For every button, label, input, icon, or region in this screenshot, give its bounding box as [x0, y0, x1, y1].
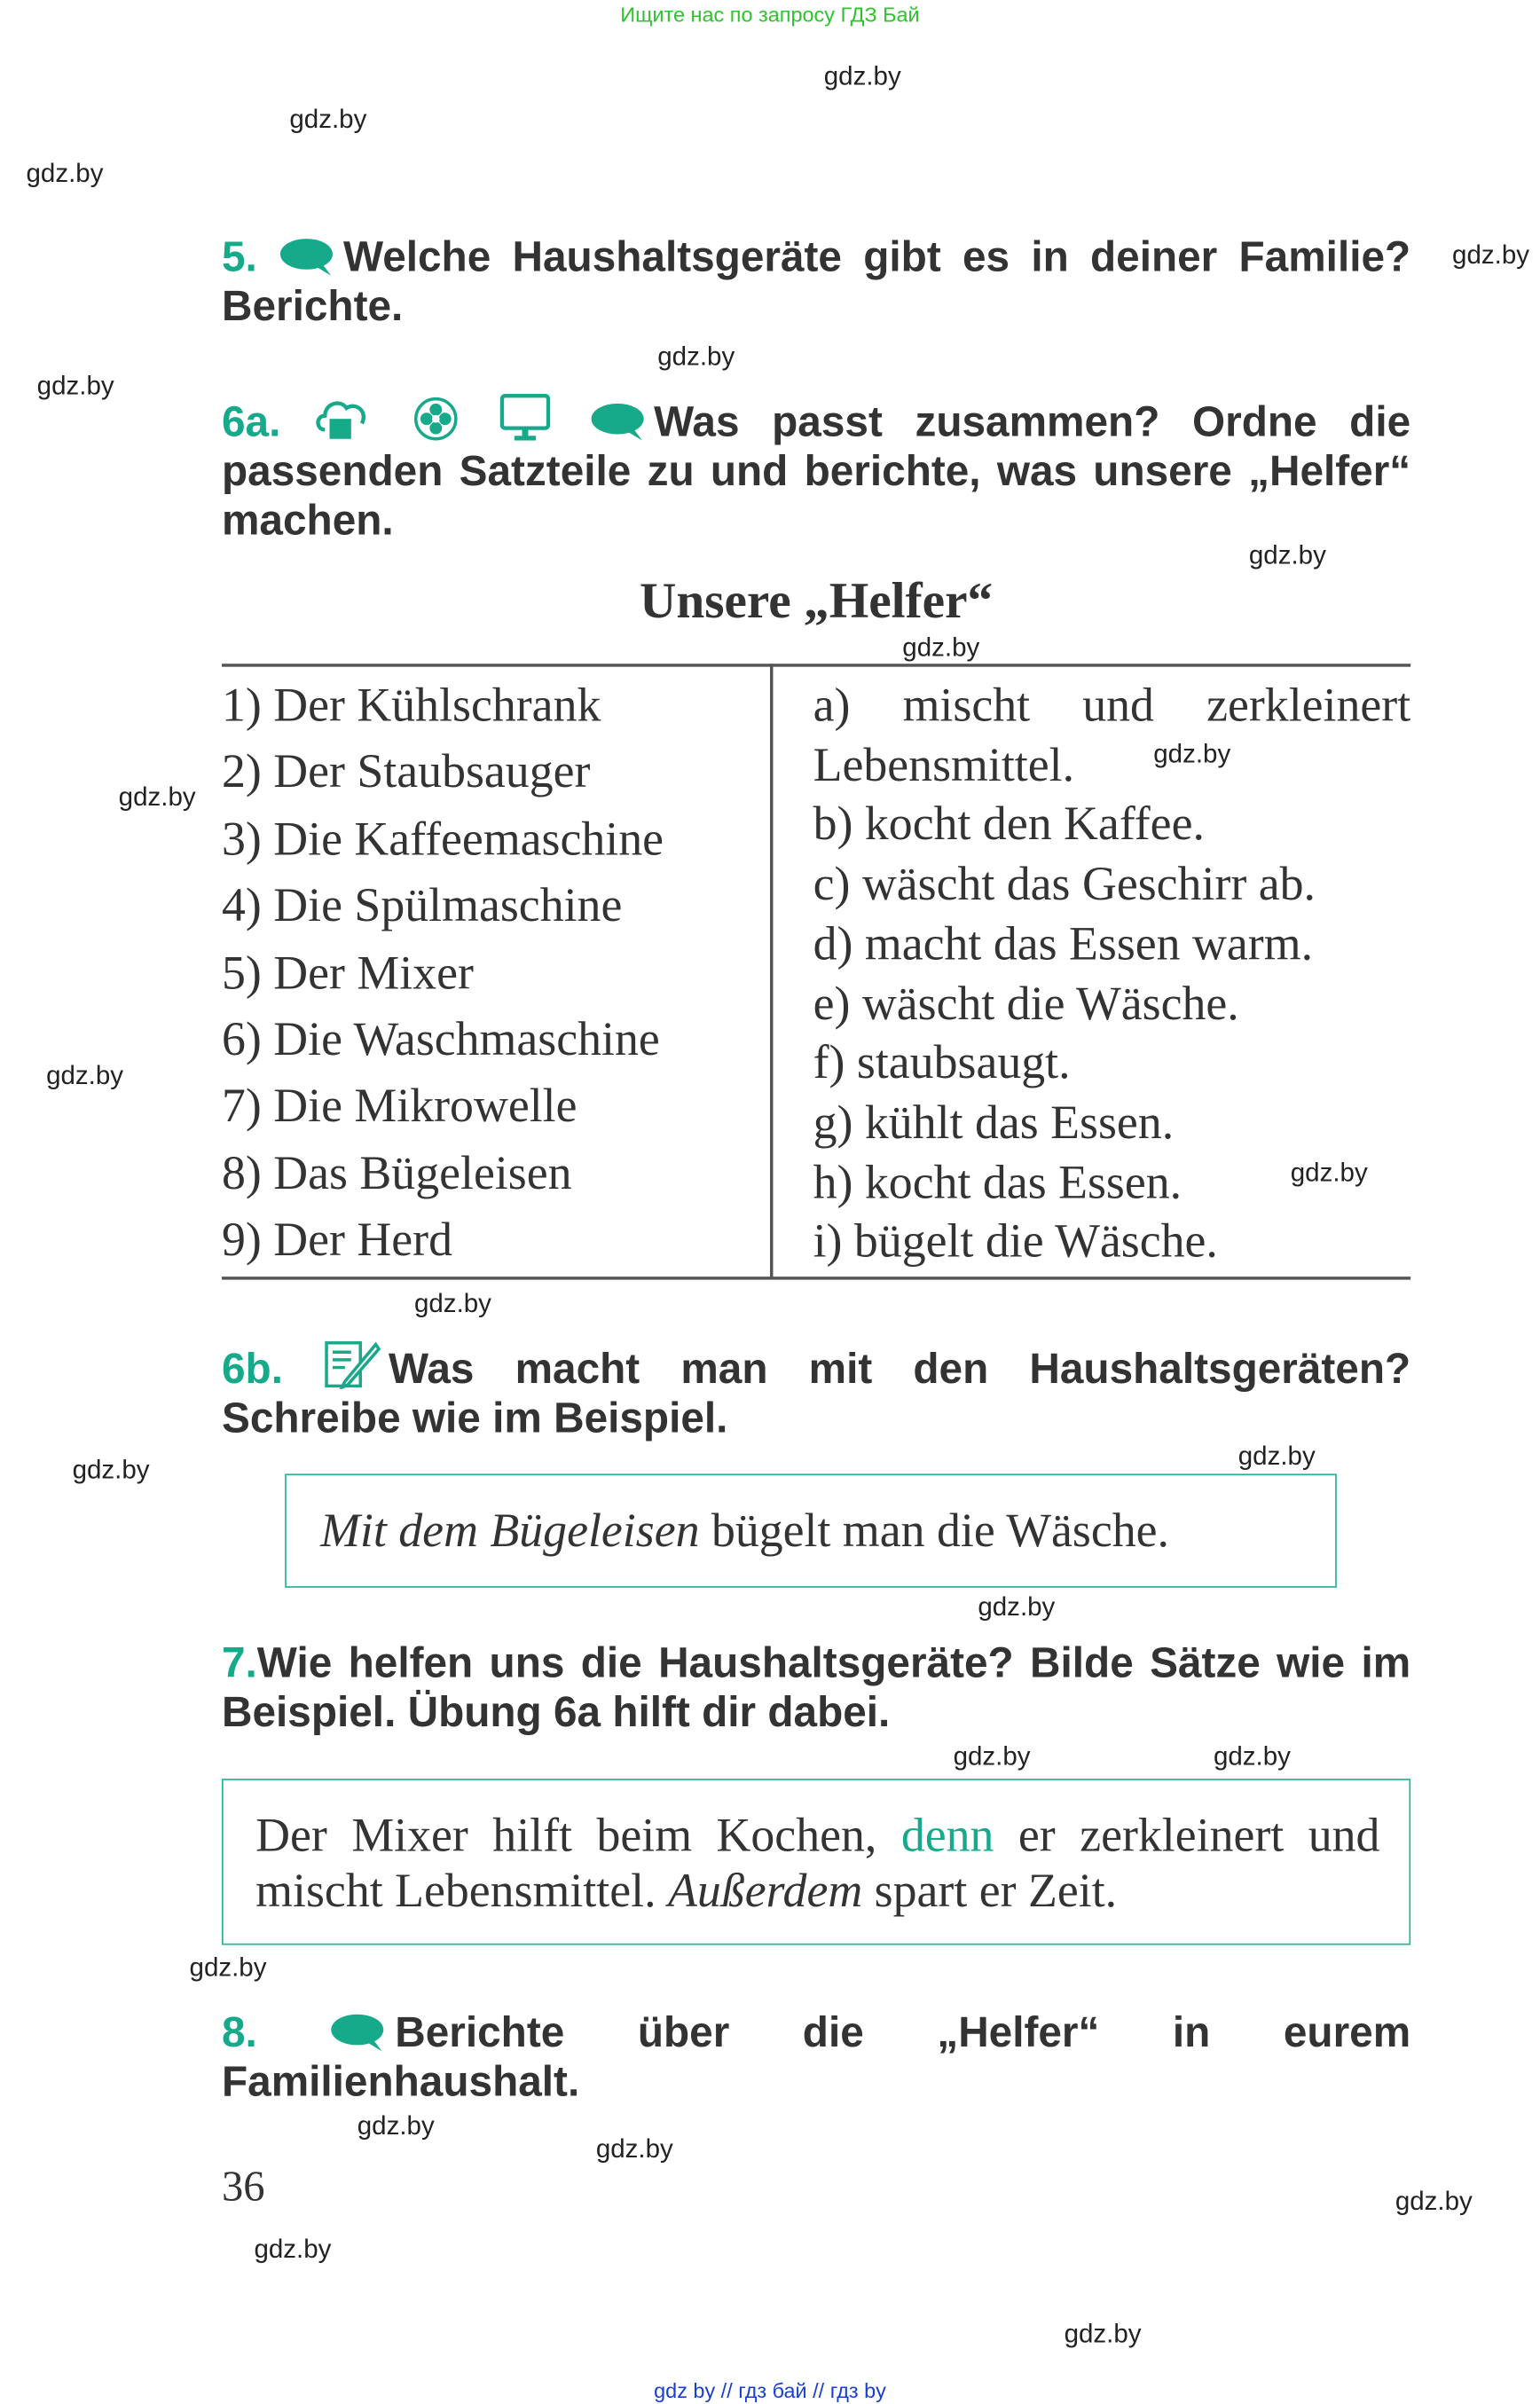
task-number: 6a. — [221, 397, 281, 445]
task-number: 7. — [221, 1638, 257, 1686]
watermark: gdz.by — [1290, 1158, 1368, 1188]
watermark: gdz.by — [46, 1061, 124, 1091]
task-text: Was macht man mit den Haushaltsgeräten? Schreibe wie im Beispiel. — [221, 1344, 1411, 1442]
watermark: gdz.by — [1153, 739, 1231, 769]
watermark: gdz.by — [357, 2111, 435, 2141]
task-number: 6b. — [221, 1344, 283, 1393]
page-number: 36 — [221, 2164, 265, 2212]
watermark: gdz.by — [118, 782, 196, 812]
monitor-icon — [499, 393, 551, 443]
left-item: 8) Das Bügeleisen — [221, 1145, 572, 1199]
example-text: spart er Zeit. — [862, 1863, 1118, 1918]
watermark: gdz.by — [189, 1952, 267, 1983]
watermark: gdz.by — [1213, 1741, 1291, 1772]
watermark: gdz.by — [254, 2234, 332, 2264]
speech-bubble-icon — [589, 402, 648, 442]
watermark: gdz.by — [72, 1455, 150, 1485]
left-item: 3) Die Kaffeemaschine — [221, 811, 664, 866]
task-text: Welche Haushaltsgeräte gibt es in deiner Familie? Berichte. — [221, 232, 1411, 330]
pencil-notepad-icon — [324, 1339, 382, 1389]
example-box-6b — [285, 1473, 1337, 1587]
right-item: a) mischt und zerkleinert — [813, 677, 1411, 732]
watermark: gdz.by — [1064, 2319, 1142, 2349]
footer-links[interactable]: gdz by // гдз бай // гдз by — [654, 2379, 886, 2403]
task-text: Was passt zusammen? Ordne die passenden Satzteile zu und berichte, was unsere „Helfer“ machen. — [221, 397, 1411, 544]
table-bottom-rule — [222, 1277, 1410, 1279]
table-top-rule — [222, 664, 1410, 666]
example-italic: Außerdem — [668, 1863, 863, 1918]
watermark: gdz.by — [289, 105, 367, 135]
right-item: h) kocht das Essen. — [813, 1154, 1182, 1209]
watermark: gdz.by — [1452, 240, 1530, 270]
left-item: 1) Der Kühlschrank — [221, 677, 601, 732]
table-title: Unsere „Helfer“ — [639, 574, 994, 631]
watermark: gdz.by — [978, 1592, 1056, 1622]
right-item: f) staubsaugt. — [813, 1034, 1071, 1089]
right-item: c) wäscht das Geschirr ab. — [813, 856, 1316, 911]
watermark: gdz.by — [1238, 1441, 1316, 1471]
left-item: 5) Der Mixer — [221, 945, 474, 999]
watermark: gdz.by — [26, 158, 104, 188]
speech-bubble-icon — [330, 2013, 389, 2053]
watermark: gdz.by — [823, 61, 901, 91]
flower-icon — [413, 396, 460, 442]
task-6b — [222, 1339, 1410, 1442]
task-number: 5. — [221, 232, 257, 280]
example-box-7 — [222, 1779, 1410, 1944]
example-italic: Mit dem Bügeleisen — [320, 1503, 700, 1558]
task-number: 8. — [221, 2007, 257, 2056]
left-item: 4) Die Spülmaschine — [221, 877, 623, 932]
task-7 — [222, 1638, 1410, 1737]
left-item: 2) Der Staubsauger — [221, 744, 591, 798]
left-item: 6) Die Waschmaschine — [221, 1011, 660, 1066]
right-item: i) bügelt die Wäsche. — [813, 1214, 1218, 1269]
task-6a — [222, 393, 1410, 546]
speech-bubble-icon — [279, 237, 337, 277]
cloud-folder-icon — [313, 393, 374, 443]
watermark: gdz.by — [657, 342, 735, 372]
left-item: 9) Der Herd — [221, 1212, 452, 1267]
right-item: g) kühlt das Essen. — [813, 1095, 1175, 1149]
example-text: er zerkleinert und mischt Lebensmittel. — [255, 1808, 1380, 1918]
search-hint-link[interactable]: Ищите нас по запросу ГДЗ Бай — [620, 3, 920, 27]
task-text: Berichte über die „Helfer“ in eurem Familienhaushalt. — [221, 2007, 1411, 2106]
watermark: gdz.by — [413, 1289, 491, 1319]
task-5 — [222, 232, 1410, 331]
watermark: gdz.by — [902, 632, 980, 663]
task-text: Wie helfen uns die Haushaltsgeräte? Bilde Sätze wie im Beispiel. Übung 6a hilft dir dabei. — [221, 1638, 1411, 1736]
right-item: b) kocht den Kaffee. — [813, 797, 1205, 851]
right-item: d) macht das Essen warm. — [813, 915, 1314, 970]
example-conjunction: denn — [900, 1808, 994, 1862]
watermark: gdz.by — [1395, 2187, 1473, 2217]
task-8 — [222, 2008, 1410, 2107]
watermark: gdz.by — [36, 371, 114, 401]
example-text: Der Mixer hilft beim Kochen, — [255, 1808, 901, 1862]
example-text: bügelt man die Wäsche. — [699, 1503, 1170, 1558]
watermark: gdz.by — [595, 2134, 673, 2164]
watermark: gdz.by — [953, 1741, 1031, 1772]
right-item: Lebensmittel. — [813, 737, 1075, 791]
table-divider — [770, 664, 773, 1278]
watermark: gdz.by — [1248, 540, 1326, 570]
left-item: 7) Die Mikrowelle — [221, 1078, 578, 1133]
right-item: e) wäscht die Wäsche. — [813, 975, 1239, 1030]
